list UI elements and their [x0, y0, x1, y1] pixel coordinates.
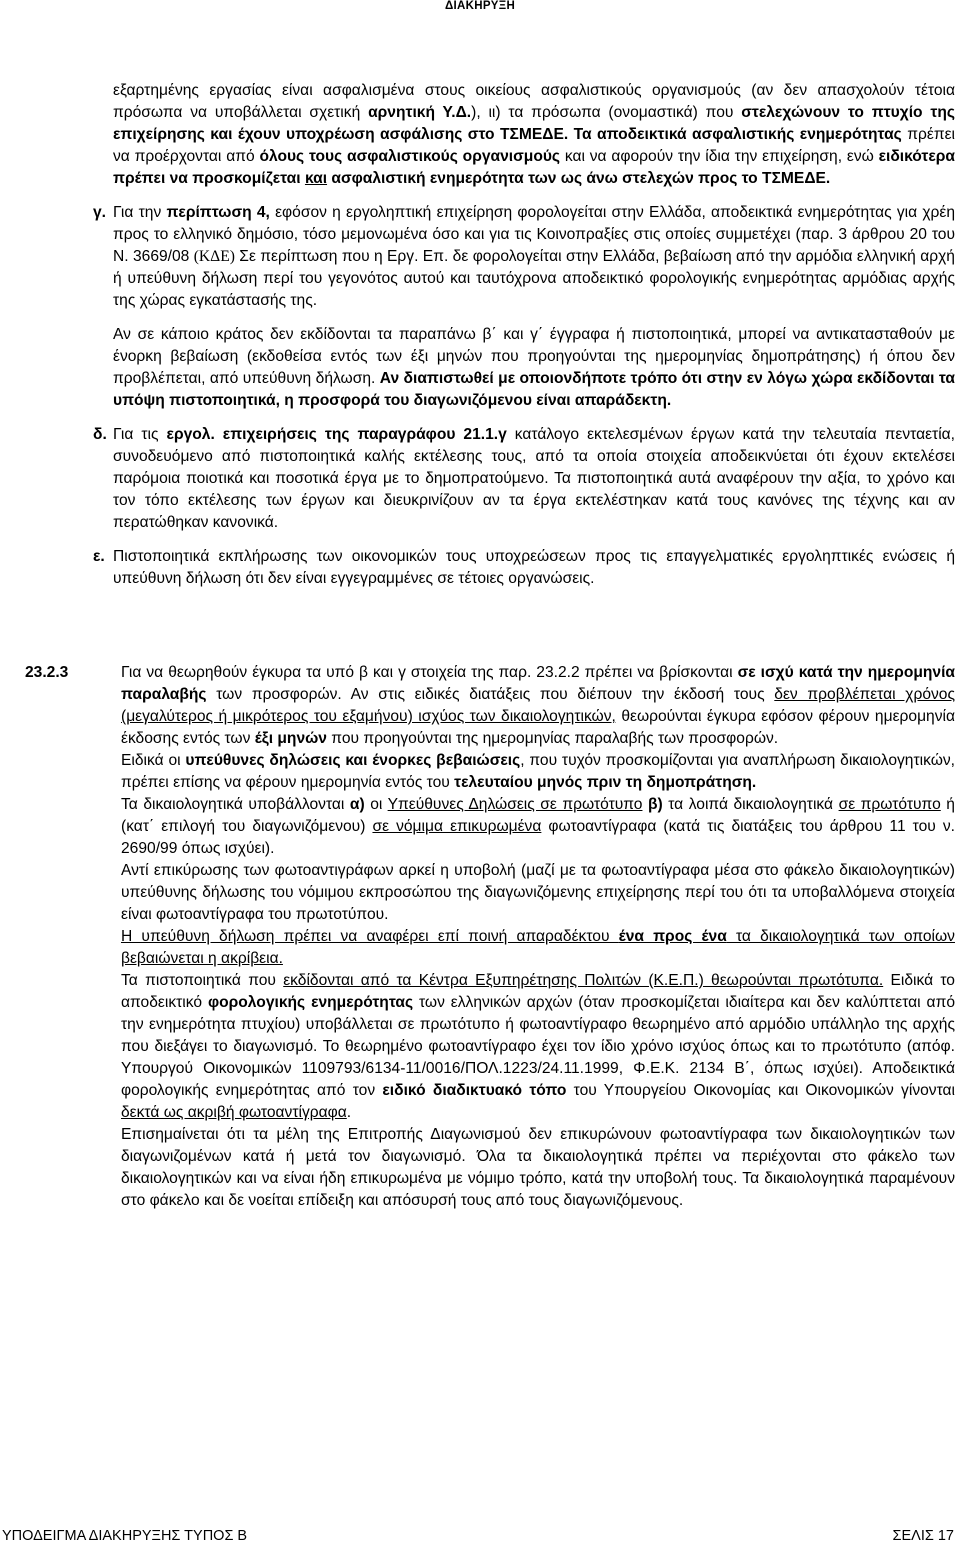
footer-page-number: ΣΕΛΙΣ 17 — [892, 1528, 954, 1544]
paragraph-gamma: γ. Για την περίπτωση 4, εφόσον η εργοληπτική επιχείρηση φορολογείται στην Ελλάδα, αποδεικτικά ενημερότητας για χρέη προς το ελληνικό δημόσιο, τόσο μεμονωμένα όσο και για τις Κοινοπραξίες στις οποίες συμμετέχει (παρ. 3 άρθρου 20 του Ν. 3669/08 (ΚΔΕ) Σε περίπτωση που η Εργ. Επ. δε φορολογείται στην Ελλάδα, βεβαίωση από την αρμόδια ελληνική αρχή ή υπεύθυνη δήλωση περί του γεγονότος αυτού και ταυτόχρονα αποδεικτικό φορολογικής ενημερότητας αρμόδιας αρχής της χώρας εγκατάστασής της. — [93, 204, 956, 309]
paragraph-epsilon: ε. Πιστοποιητικά εκπλήρωσης των οικονομικών τους υποχρεώσεων προς τις επαγγελματικές εργοληπτικές ενώσεις ή υπεύθυνη δήλωση ότι δεν είναι εγγεγραμμένες σε τέτοιες οργανώσεις. — [93, 548, 955, 587]
paragraph-delta: δ. Για τις εργολ. επιχειρήσεις της παραγράφου 21.1.γ κατάλογο εκτελεσμένων έργων κατά την τελευταία πενταετία, συνοδευόμενο από πιστοποιητικά καλής εκτέλεσης τους, από τα οποία στοιχεία αποδεικνύεται ότι έχουν εκτελέσει παρόμοια ποιοτικά και ποσοτικά έργα με το δημοπρατούμενο. Τα πιστοποιητικά αυτά αναφέρουν την αξία, το χρόνο και τον τόπο εκτέλεσης των έργων και διευκρινίζουν αν τα έργα εκτελέστηκαν κατά τους κανόνες της τέχνης και αν περατώθηκαν κανονικά. — [93, 426, 956, 531]
section-paragraph-declarations: Ειδικά οι υπεύθυνες δηλώσεις και ένορκες βεβαιώσεις, που τυχόν προσκομίζονται για αναπλήρωση δικαιολογητικών, πρέπει επίσης να φέρουν ημερομηνία εντός του τελευταίου μηνός πριν τη δημοπράτηση. — [121, 752, 955, 791]
section-number: 23.2.3 — [25, 664, 69, 681]
document-header: ΔΙΑΚΗΡΥΞΗ — [444, 0, 516, 12]
document-body — [0, 80, 960, 1212]
section-23-2-3 — [25, 662, 956, 1212]
list-marker: δ. — [93, 426, 107, 443]
section-paragraph-kep: Τα πιστοποιητικά που εκδίδονται από τα Κέντρα Εξυπηρέτησης Πολιτών (Κ.Ε.Π.) θεωρούνται πρωτότυπα. Ειδικά το αποδεικτικό φορολογικής ενημερότητας των ελληνικών αρχών (όταν προσκομίζεται ιδιαίτερα και δεν καλύπτεται από την ενημερότητα πτυχίου) υποβάλλεται σε πρωτότυπο ή φωτοαντίγραφο θεωρημένο από αρμόδιο υπάλληλο της αρχής που διεξάγει το διαγωνισμό. Το θεωρημένο φωτοαντίγραφο έχει τον ίδιο χρόνο ισχύος όπως και το πρωτότυπο (απόφ. Υπουργού Οικονομικών 1109793/6134-11/0016/ΠΟΛ.1223/24.11.1999, Φ.Ε.Κ. 2134 Β΄, όπως ισχύει). Αποδεικτικά φορολογικής ενημερότητας από τον ειδικό διαδικτυακό τόπο του Υπουργείου Οικονομίας και Οικονομικών γίνονται δεκτά ως ακριβή φωτοαντίγραφα. — [121, 972, 956, 1121]
section-paragraph-submission: Τα δικαιολογητικά υποβάλλονται α) οι Υπεύθυνες Δηλώσεις σε πρωτότυπο β) τα λοιπά δικαιολογητικά σε πρωτότυπο ή (κατ΄ επιλογή του διαγωνιζόμενου) σε νόμιμα επικυρωμένα φωτοαντίγραφα (κατά τις διατάξεις του άρθρου 11 του ν. 2690/99 όπως ισχύει). — [121, 796, 956, 857]
list-marker: γ. — [93, 204, 107, 221]
list-marker: ε. — [93, 548, 105, 565]
footer-document-type: ΥΠΟΔΕΙΓΜΑ ΔΙΑΚΗΡΥΞΗΣ ΤΥΠΟΣ Β — [2, 1528, 248, 1544]
section-paragraph-committee: Επισημαίνεται ότι τα μέλη της Επιτροπής Διαγωνισμού δεν επικυρώνουν φωτοαντίγραφα των δικαιολογητικών των διαγωνιζομένων κατά ή μετά τον διαγωνισμό. Όλα τα δικαιολογητικά πρέπει να περιέχονται στο φάκελο των δικαιολογητικών και να είναι ήδη επικυρωμένα με νόμιμο τρόπο, κατά την υποβολή τους. Τα δικαιολογητικά παραμένουν στο φάκελο και δε νοείται επίδειξη και απόσυρσή τους από τους διαγωνιζόμενους. — [121, 1126, 955, 1209]
section-paragraph-declaration-detail: Η υπεύθυνη δήλωση πρέπει να αναφέρει επί ποινή απαραδέκτου ένα προς ένα τα δικαιολογητικά των οποίων βεβαιώνεται η ακρίβεια. — [121, 928, 955, 967]
paragraph-gamma-continued: Αν σε κάποιο κράτος δεν εκδίδονται τα παραπάνω β΄ και γ΄ έγγραφα ή πιστοποιητικά, μπορεί να αντικατασταθούν με ένορκη βεβαίωση (εκδοθείσα εντός των έξι μηνών που προηγούνται της ημερομηνίας δημοπράτησης) ή όπου δεν προβλέπεται, από υπεύθυνη δήλωση. Αν διαπιστωθεί με οποιονδήποτε τρόπο ότι στην εν λόγω χώρα εκδίδονται τα υπόψη πιστοποιητικά, η προσφορά του διαγωνιζόμενου είναι απαράδεκτη. — [113, 326, 955, 409]
section-paragraph-validity: Για να θεωρηθούν έγκυρα τα υπό β και γ στοιχεία της παρ. 23.2.2 πρέπει να βρίσκονται σε ισχύ κατά την ημερομηνία παραλαβής των προσφορών. Αν στις ειδικές διατάξεις που διέπουν την έκδοσή τους δεν προβλέπεται χρόνος (μεγαλύτερος ή μικρότερος του εξαμήνου) ισχύος των δικαιολογητικών, θεωρούνται έγκυρα εφόσον φέρουν ημερομηνία έκδοσης εντός των έξι μηνών που προηγούνται της ημερομηνίας παραλαβής των προσφορών. — [121, 664, 956, 747]
section-paragraph-certification: Αντί επικύρωσης των φωτοαντιγράφων αρκεί η υποβολή (μαζί με τα φωτοαντίγραφα μέσα στο φάκελο δικαιολογητικών) υπεύθυνης δήλωσης του νόμιμου εκπροσώπου της διαγωνιζόμενης επιχείρησης περί του ότι τα υποβαλλόμενα στοιχεία είναι φωτοαντίγραφα του πρωτοτύπου. — [121, 862, 955, 923]
paragraph-insurance: εξαρτημένης εργασίας είναι ασφαλισμένα στους οικείους ασφαλιστικούς οργανισμούς (αν δεν απασχολούν τέτοια πρόσωπα να υποβάλλεται σχετική αρνητική Υ.Δ.), ιι) τα πρόσωπα (ονομαστικά) που στελεχώνουν το πτυχίο της επιχείρησης και έχουν υποχρέωση ασφάλισης στο ΤΣΜΕΔΕ. Τα αποδεικτικά ασφαλιστικής ενημερότητας πρέπει να προέρχονται από όλους τους ασφαλιστικούς οργανισμούς και να αφορούν την ίδια την επιχείρηση, ενώ ειδικότερα πρέπει να προσκομίζεται και ασφαλιστική ενημερότητα των ως άνω στελεχών προς το ΤΣΜΕΔΕ. — [113, 82, 955, 187]
